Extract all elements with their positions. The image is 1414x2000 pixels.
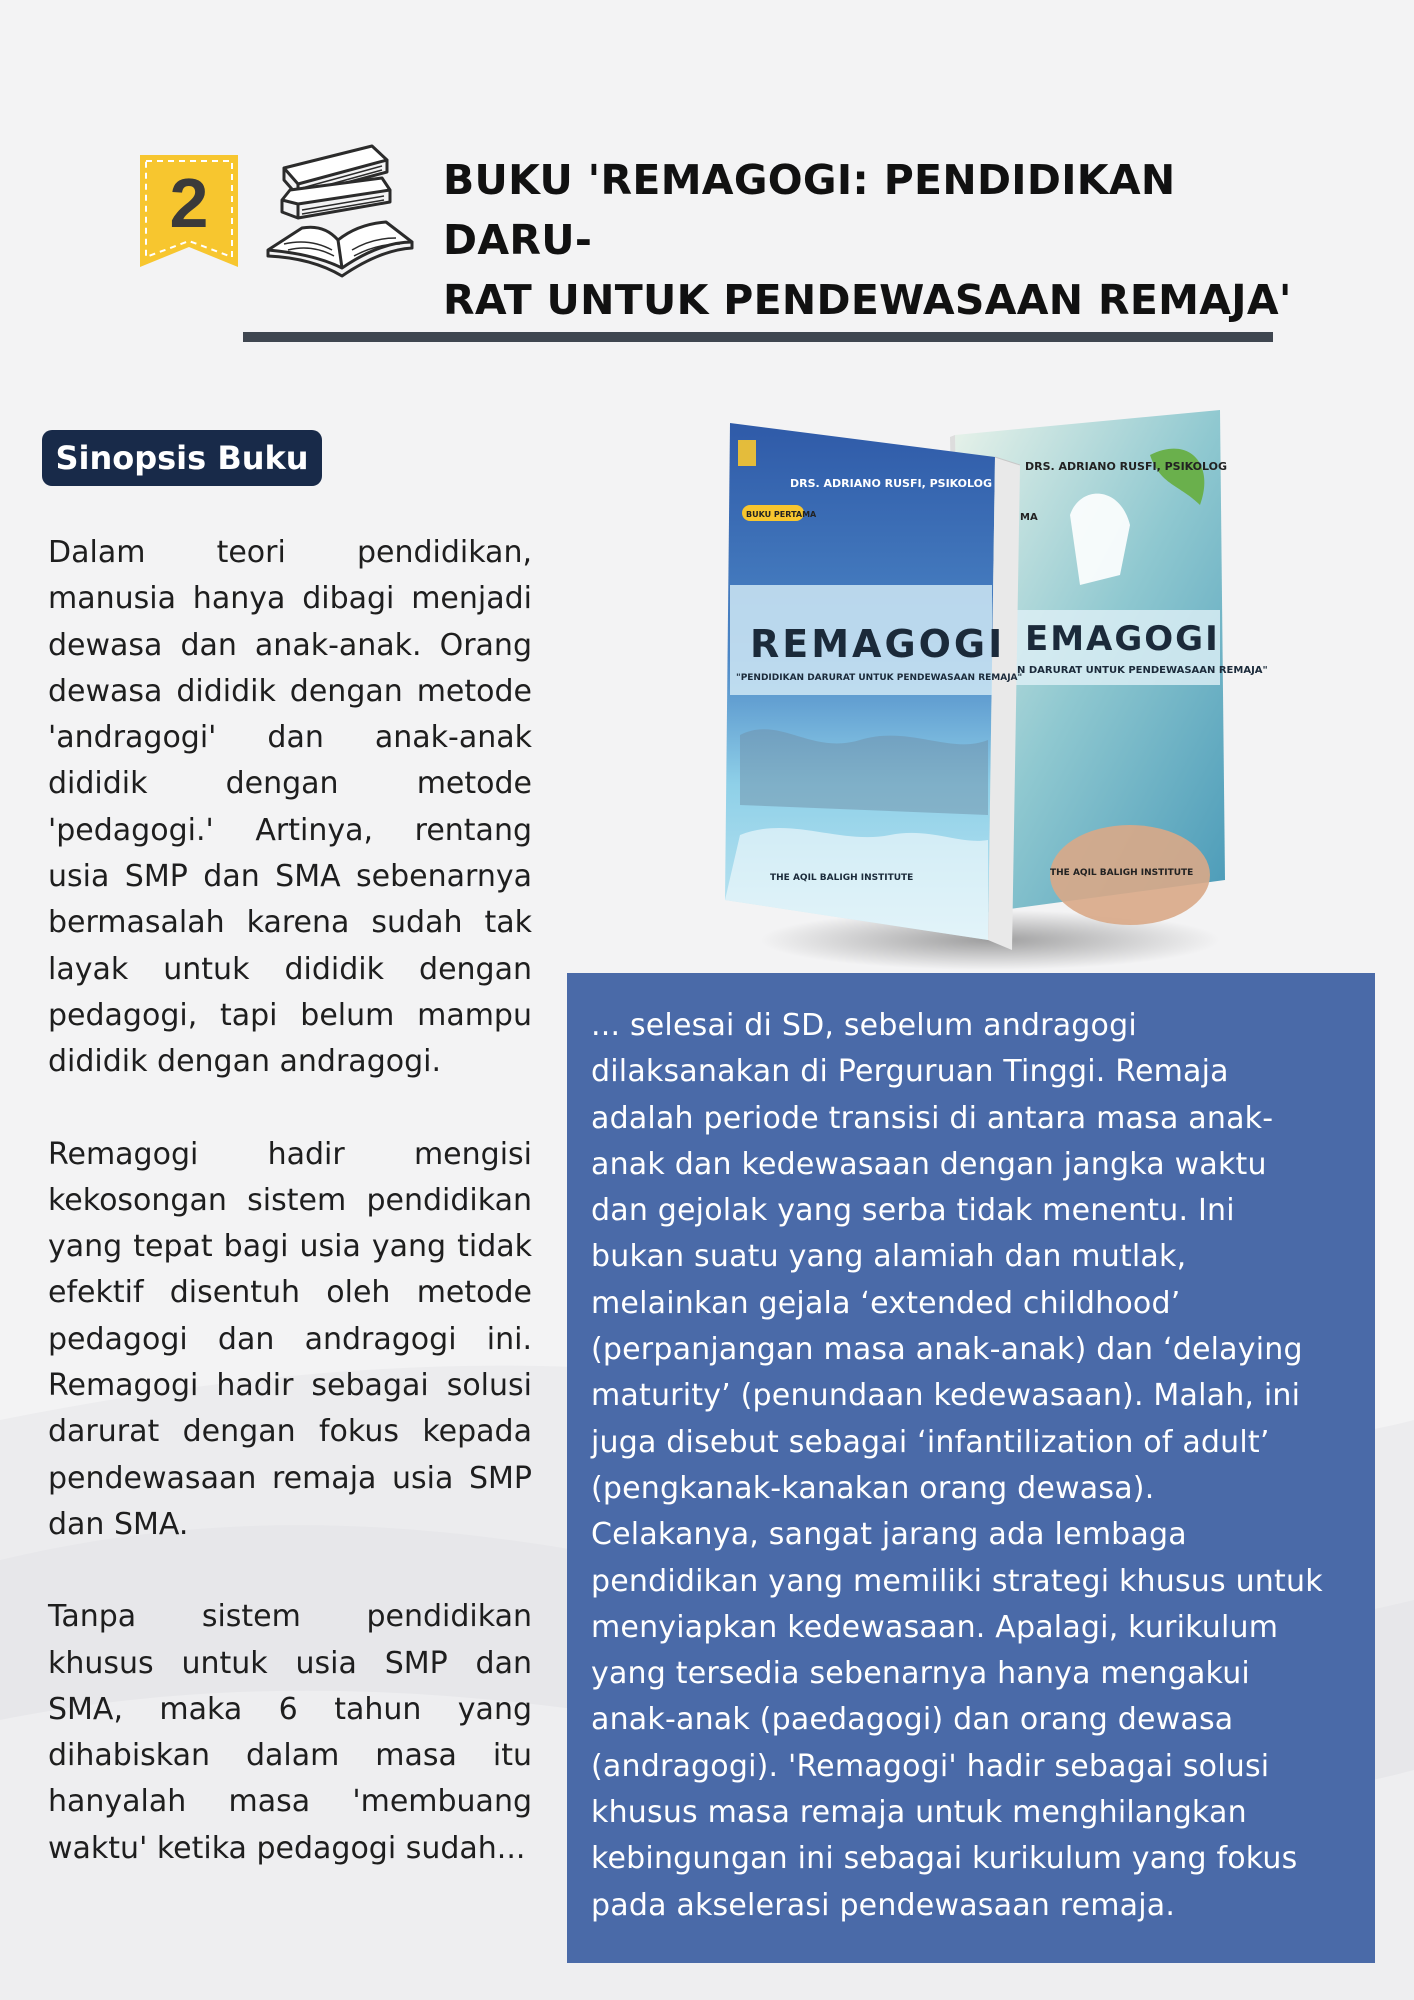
continuation-line: adalah periode transisi di antara masa anak- [591, 1100, 1274, 1136]
continuation-line: yang tersedia sebenarnya hanya mengakui [591, 1656, 1250, 1692]
section-number: 2 [169, 163, 209, 242]
books-icon [262, 138, 417, 288]
continuation-line: khusus masa remaja untuk menghilangkan [591, 1795, 1247, 1831]
number-badge [140, 155, 238, 267]
page-title-line-1: BUKU 'REMAGOGI: PENDIDIKAN DARU- [443, 156, 1176, 264]
front-cover-title: REMAGOGI [750, 622, 1006, 666]
back-cover-publisher: THE AQIL BALIGH INSTITUTE [1050, 868, 1194, 878]
continuation-line: pendidikan yang memiliki strategi khusus untuk [591, 1563, 1323, 1599]
front-cover-series: BUKU PERTAMA [746, 510, 817, 519]
front-book [725, 423, 1022, 950]
front-cover-author: DRS. ADRIANO RUSFI, PSIKOLOG [790, 477, 993, 490]
continuation-line: anak dan kedewasaan dengan jangka waktu [591, 1146, 1267, 1182]
sinopsis-label: Sinopsis Buku [42, 430, 322, 486]
title-divider [243, 332, 1273, 342]
back-cover-author: DRS. ADRIANO RUSFI, PSIKOLOG [1025, 460, 1228, 473]
continuation-line: bukan suatu yang alamiah dan mutlak, [591, 1239, 1187, 1275]
synopsis-text [48, 530, 532, 1872]
continuation-line: menyiapkan kedewasaan. Apalagi, kurikulum [591, 1609, 1279, 1645]
continuation-line: ... selesai di SD, sebelum andragogi [591, 1008, 1137, 1043]
synopsis-paragraph-2: Remagogi hadir mengisi kekosongan sistem pendidikan yang tepat bagi usia yang tidak efektif disentuh oleh metode pedagogi dan andragogi ini. Remagogi hadir sebagai solusi darurat dengan fokus kepada pendewasaan remaja usia SMP dan SMA. [48, 1136, 532, 1542]
continuation-line: kebingungan ini sebagai kurikulum yang fokus [591, 1841, 1298, 1877]
continuation-box [567, 973, 1375, 1963]
continuation-line: dan gejolak yang serba tidak menentu. Ini [591, 1193, 1235, 1229]
synopsis-paragraph-3: Tanpa sistem pendidikan khusus untuk usia SMP dan SMA, maka 6 tahun yang dihabiskan dalam masa itu hanyalah masa 'membuang waktu' ketika pedagogi sudah... [48, 1599, 532, 1866]
continuation-line: melainkan gejala ‘extended childhood’ [591, 1285, 1181, 1321]
continuation-line: dilaksanakan di Perguruan Tinggi. Remaja [591, 1054, 1229, 1090]
continuation-line: (pengkanak-kanakan orang dewasa). [591, 1470, 1155, 1506]
page-title [443, 150, 1323, 330]
page-title-line-2: RAT UNTUK PENDEWASAAN REMAJA' [443, 276, 1292, 324]
front-cover-subtitle: "PENDIDIKAN DARURAT UNTUK PENDEWASAAN REMAJA" [736, 673, 1023, 683]
continuation-line: (andragogi). 'Remagogi' hadir sebagai solusi [591, 1748, 1270, 1784]
continuation-line: pada akselerasi pendewasaan remaja. [591, 1887, 1176, 1923]
back-cover-title: EMAGOGI [1025, 619, 1220, 659]
continuation-line: juga disebut sebagai ‘infantilization of adult’ [591, 1424, 1270, 1460]
continuation-line: maturity’ (penundaan kedewasaan). Malah, ini [591, 1378, 1301, 1414]
continuation-text [591, 1003, 1371, 1929]
front-cover-publisher: THE AQIL BALIGH INSTITUTE [770, 873, 914, 883]
synopsis-paragraph-1: Dalam teori pendidikan, manusia hanya dibagi menjadi dewasa dan anak-anak. Orang dewasa dididik dengan metode 'andragogi' dan anak-anak dididik dengan metode 'pedagogi.' Artinya, rentang usia SMP dan SMA sebenarnya bermasalah karena sudah tak layak untuk dididik dengan pedagogi, tapi belum mampu dididik dengan andragogi. [48, 535, 532, 1080]
continuation-line: anak-anak (paedagogi) dan orang dewasa [591, 1702, 1234, 1738]
back-cover-subtitle: N DARURAT UNTUK PENDEWASAAN REMAJA" [1017, 665, 1268, 676]
book-cover-image [720, 395, 1268, 975]
back-cover-series: MA [1020, 512, 1038, 523]
continuation-line: (perpanjangan masa anak-anak) dan ‘delaying [591, 1332, 1303, 1368]
continuation-line: Celakanya, sangat jarang ada lembaga [591, 1517, 1187, 1553]
